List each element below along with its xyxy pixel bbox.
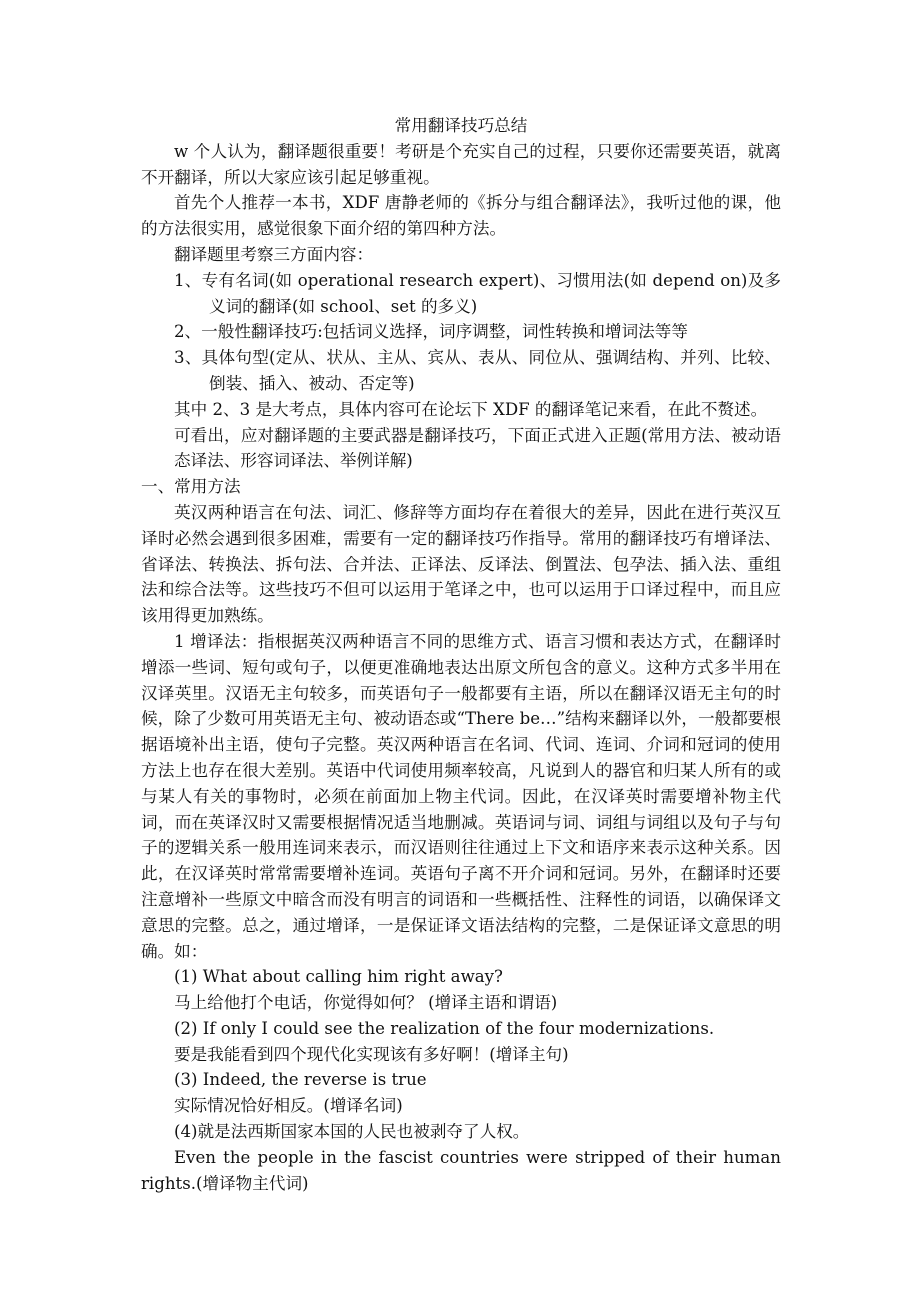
content-list	[141, 268, 781, 397]
document-title: 常用翻译技巧总结	[394, 116, 528, 135]
note-paragraph-1: 其中 2、3 是大考点，具体内容可在论坛下 XDF 的翻译笔记来看，在此不赘述。	[174, 399, 768, 419]
example-line: (4)就是法西斯国家本国的人民也被剥夺了人权。	[174, 1122, 530, 1142]
list-item-2: 2、一般性翻译技巧:包括词义选择，词序调整，词性转换和增词法等等	[174, 322, 688, 342]
example-line: (2) If only I could see the realization of the four modernizations.	[174, 1018, 715, 1038]
examples-block	[141, 964, 781, 1145]
example-last: Even the people in the fascist countries were stripped of their human rights.(增译物主代词)	[141, 1147, 781, 1193]
method-1-paragraph: 1 增译法：指根据英汉两种语言不同的思维方式、语言习惯和表达方式，在翻译时增添一些词、短句或句子，以便更准确地表达出原文所包含的意义。这种方式多半用在汉译英里。汉语无主句较多，而英语句子一般都要有主语，所以在翻译汉语无主句的时候，除了少数可用英语无主句、被动语态或“There be…”结构来翻译以外，一般都要根据语境补出主语，使句子完整。英汉两种语言在名词、代词、连词、介词和冠词的使用方法上也存在很大差别。英语中代词使用频率较高，凡说到人的器官和归某人所有的或与某人有关的事物时，必须在前面加上物主代词。因此，在汉译英时需要增补物主代词，而在英译汉时又需要根据情况适当地删减。英语词与词、词组与词组以及句子与句子的逻辑关系一般用连词来表示，而汉语则往往通过上下文和语序来表示这种关系。因此，在汉译英时常常需要增补连词。英语句子离不开介词和冠词。另外，在翻译时还要注意增补一些原文中暗含而没有明言的词语和一些概括性、注释性的词语，以确保译文意思的完整。总之，通过增译，一是保证译文语法结构的完整，二是保证译文意思的明确。如：	[141, 631, 781, 961]
section-heading: 一、常用方法	[141, 477, 241, 497]
document-page	[141, 113, 781, 1196]
note-paragraph-2: 可看出，应对翻译题的主要武器是翻译技巧，下面正式进入正题(常用方法、被动语态译法、形容词译法、举例详解)	[174, 425, 781, 471]
example-line: 马上给他打个电话，你觉得如何？ (增译主语和谓语)	[174, 993, 558, 1013]
example-line: (3) Indeed, the reverse is true	[174, 1070, 427, 1090]
list-item-3: 3、具体句型(定从、状从、主从、宾从、表从、同位从、强调结构、并列、比较、倒装、插入、被动、否定等)	[174, 348, 781, 393]
intro-paragraph-3: 翻译题里考察三方面内容：	[174, 244, 374, 264]
example-line: 要是我能看到四个现代化实现该有多好啊！(增译主句)	[174, 1044, 569, 1064]
intro-paragraph-2: 首先个人推荐一本书，XDF 唐静老师的《拆分与组合翻译法》，我听过他的课，他的方法很实用，感觉很象下面介绍的第四种方法。	[141, 193, 781, 239]
example-line: 实际情况恰好相反。(增译名词)	[174, 1096, 403, 1116]
list-item-1: 1、专有名词(如 operational research expert)、习惯用法(如 depend on)及多义词的翻译(如 school、set 的多义)	[174, 270, 781, 316]
example-line: (1) What about calling him right away?	[174, 967, 503, 987]
intro-paragraph-1: w 个人认为，翻译题很重要！考研是个充实自己的过程，只要你还需要英语，就离不开翻译，所以大家应该引起足够重视。	[141, 141, 781, 187]
section-paragraph: 英汉两种语言在句法、词汇、修辞等方面均存在着很大的差异，因此在进行英汉互译时必然会遇到很多困难，需要有一定的翻译技巧作指导。常用的翻译技巧有增译法、省译法、转换法、拆句法、合并法、正译法、反译法、倒置法、包孕法、插入法、重组法和综合法等。这些技巧不但可以运用于笔译之中，也可以运用于口译过程中，而且应该用得更加熟练。	[141, 502, 781, 626]
